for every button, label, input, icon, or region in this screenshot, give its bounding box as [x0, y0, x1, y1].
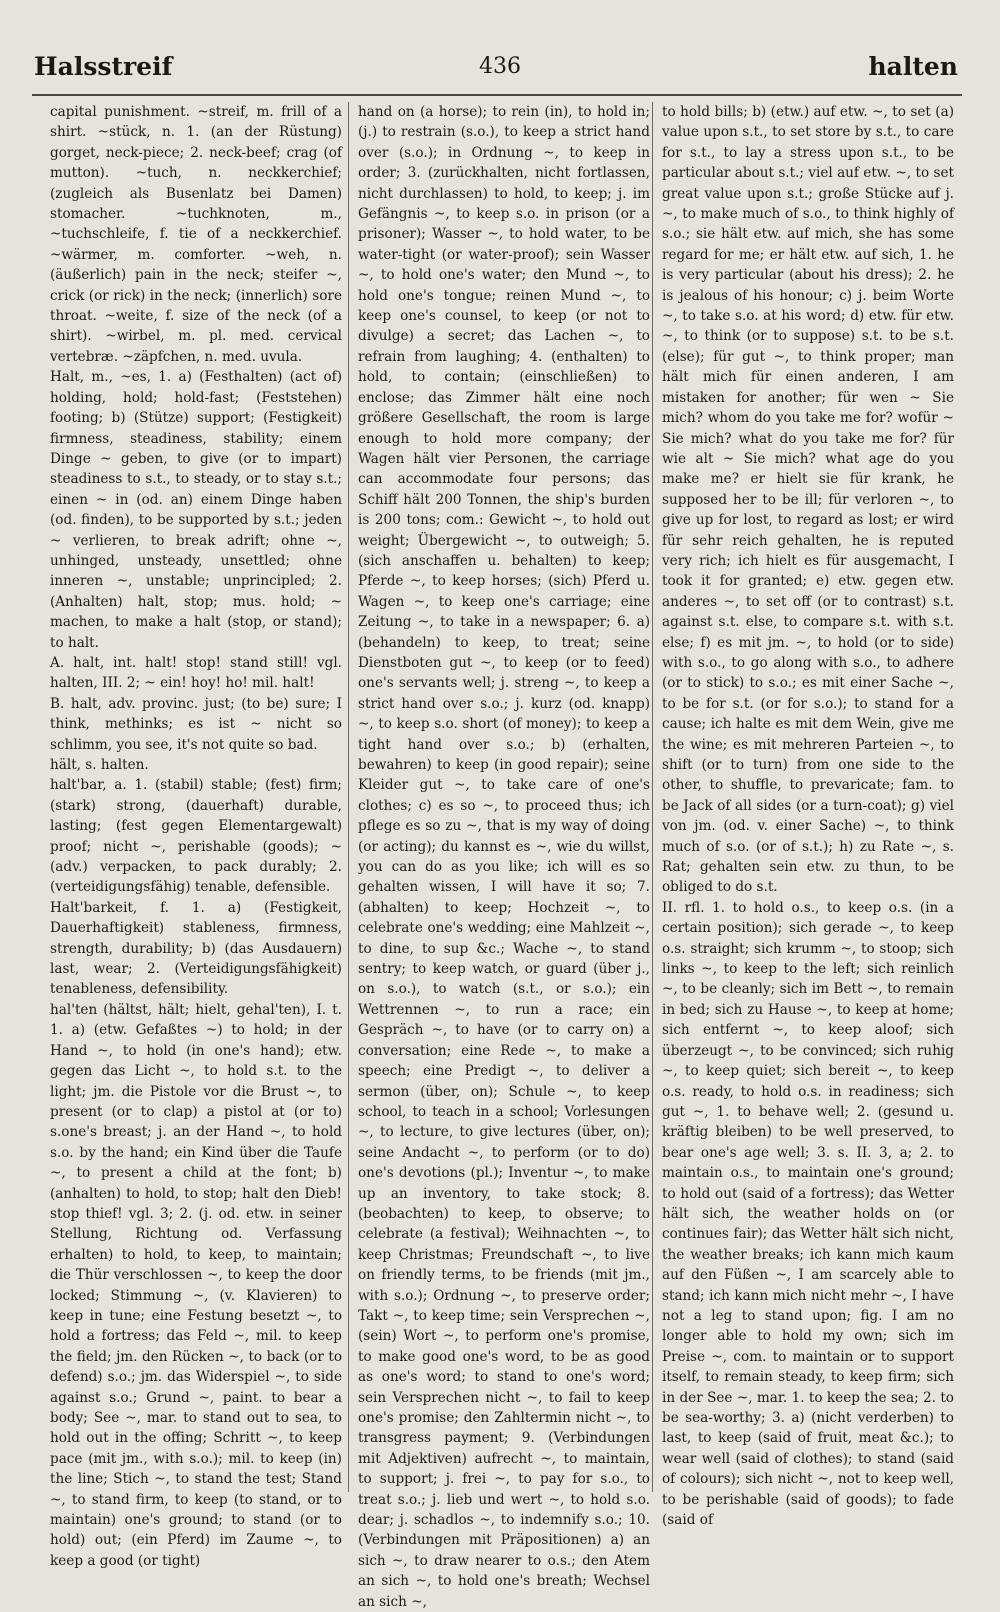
column-2 [358, 102, 650, 1610]
entry-paragraph: hand on (a horse); to rein (in), to hold in; (j.) to restrain (s.o.), to keep a strict hand over (s.o.); in Ordnung ~, to keep in order; 3. (zurückhalten, nicht fortlassen, nicht durchlassen) to hold, to keep; j. im Gefängnis ~, to keep s.o. in prison (or a prisoner); Wasser ~, to hold water, to be water-tight (or water-proof); sein Wasser ~, to hold one's water; den Mund ~, to hold one's tongue; reinen Mund ~, to keep one's counsel, to keep (or not to divulge) a secret; das Lachen ~, to refrain from laughing; 4. (enthalten) to hold, to contain; (einschließen) to enclose; das Zimmer hält eine noch größere Gesellschaft, the room is large enough to hold more company; der Wagen hält vier Personen, the carriage can accommodate four persons; das Schiff hält 200 Tonnen, the ship's burden is 200 tons; com.: Gewicht ~, to hold out weight; Übergewicht ~, to outweigh; 5. (sich anschaffen u. behalten) to keep; Pferde ~, to keep horses; (sich) Pferd u. Wagen ~, to keep one's carriage; eine Zeitung ~, to take in a newspaper; 6. a) (behandeln) to keep, to treat; seine Dienstboten gut ~, to keep (or to feed) one's servants well; j. streng ~, to keep a strict hand over s.o.; j. kurz (od. knapp) ~, to keep s.o. short (of money); to keep a tight hand over s.o.; b) (erhalten, bewahren) to keep (in good repair); seine Kleider gut ~, to take care of one's clothes; c) es so ~, to proceed thus; ich pflege es so zu ~, that is my way of doing (or acting); du kannst es ~, wie du willst, you can do as you like; ich will es so gehalten wissen, I will have it so; 7. (abhalten) to keep; Hochzeit ~, to celebrate one's wedding; eine Mahlzeit ~, to dine, to sup &c.; Wache ~, to stand sentry; to keep watch, or guard (über j., on s.o.), to watch (s.t., or s.o.); ein Wettrennen ~, to run a race; ein Gespräch ~, to have (or to carry on) a conversation; eine Rede ~, to make a speech; eine Predigt ~, to deliver a sermon (über, on); Schule ~, to keep school, to teach in a school; Vorlesungen ~, to lecture, to give lectures (über, on); seine Andacht ~, to perform (or to do) one's devotions (pl.); Inventur ~, to make up an inventory, to take stock; 8. (beobachten) to keep, to observe; to celebrate (a festival); Weihnachten ~, to keep Christmas; Freundschaft ~, to live on friendly terms, to be friends (mit jm., with s.o.); Ordnung ~, to preserve order; Takt ~, to keep time; sein Versprechen ~, (sein) Wort ~, to perform one's promise, to make good one's word, to be as good as one's word; to stand to one's word; sein Versprechen nicht ~, to fail to keep one's promise; den Zahltermin nicht ~, to transgress payment; 9. (Verbindungen mit Adjektiven) aufrecht ~, to maintain, to support; j. frei ~, to pay for s.o., to treat s.o.; j. lieb und wert ~, to hold s.o. dear; j. schadlos ~, to indemnify s.o.; 10. (Verbindungen mit Präpositionen) a) an sich ~, to draw nearer to o.s.; den Atem an sich ~, to hold one's breath; Wechsel an sich ~, [358, 104, 650, 1610]
entry-paragraph: Halt'barkeit, f. 1. a) (Festigkeit, Dauerhaftigkeit) stableness, firmness, strength, durability; b) (das Ausdauern) last, wear; 2. (Verteidigungsfähigkeit) tenableness, defensibility. [50, 899, 342, 998]
entry-paragraph: to hold bills; b) (etw.) auf etw. ~, to set (a) value upon s.t., to set store by s.t., to care for s.t., to lay a stress upon s.t., to be particular about s.t.; viel auf etw. ~, to set great value upon s.t.; große Stücke auf j. ~, to make much of s.o., to think highly of s.o.; sie hält etw. auf mich, she has some regard for me; er hält etw. auf sich, 1. he is very particular (about his dress); 2. he is jealous of his honour; c) j. beim Worte ~, to take s.o. at his word; d) etw. für etw. ~, to think (or to suppose) s.t. to be s.t. (else); für gut ~, to think proper; man hält mich für einen anderen, I am mistaken for another; für wen ~ Sie mich? whom do you take me for? wofür ~ Sie mich? what do you take me for? für wie alt ~ Sie mich? what age do you make me? er hielt sie für krank, he supposed her to be ill; für verloren ~, to give up for lost, to regard as lost; er wird für sehr reich gehalten, he is reputed very rich; ich hielt es für ausgemacht, I took it for granted; e) etw. gegen etw. anderes ~, to set off (or to contrast) s.t. against s.t. else, to compare s.t. with s.t. else; f) es mit jm. ~, to hold (or to side) with s.o., to go along with s.o., to adhere (or to stick) to s.o.; es mit einer Sache ~, to be for s.t. (or for s.o.); to stand for a cause; ich halte es mit dem Wein, give me the wine; es mit mehreren Parteien ~, to shift (or to turn) from one side to the other, to shuffle, to prevaricate; fam. to be Jack of all sides (or a turn-coat); g) viel von jm. (od. v. einer Sache) ~, to think much of s.o. (or of s.t.); h) zu Rate ~, s. Rat; gehalten sein etw. zu thun, to be obliged to do s.t. [662, 104, 954, 896]
page-number: 436 [479, 54, 521, 79]
column-divider [652, 102, 653, 1492]
column-divider [348, 102, 349, 1492]
entry-paragraph: hal'ten (hältst, hält; hielt, gehal'ten), I. t. 1. a) (etw. Gefaßtes ~) to hold; in der Hand ~, to hold (in one's hand); etw. gegen das Licht ~, to hold s.t. to the light; jm. die Pistole vor die Brust ~, to present (or to clap) a pistol at (or to) s.one's breast; j. an der Hand ~, to hold s.o. by the hand; ein Kind über die Taufe ~, to present a child at the font; b) (anhalten) to hold, to stop; halt den Dieb! stop thief! vgl. 3; 2. (j. od. etw. in seiner Stellung, Richtung od. Verfassung erhalten) to hold, to keep, to maintain; die Thür verschlossen ~, to keep the door locked; Stimmung ~, (v. Klavieren) to keep in tune; eine Festung besetzt ~, to hold a fortress; das Feld ~, mil. to keep the field; jm. den Rücken ~, to back (or to defend) s.o.; jm. das Widerspiel ~, to side against s.o.; Grund ~, paint. to bear a body; See ~, mar. to stand out to sea, to hold out in the offing; Schritt ~, to keep pace (mit jm., with s.o.); mil. to keep (in) the line; Stich ~, to stand the test; Stand ~, to stand firm, to keep (to stand, or to maintain) one's ground; to stand (or to hold) out; (ein Pferd) im Zaume ~, to keep a good (or tight) [50, 1001, 342, 1569]
header-right-word: halten [868, 52, 958, 81]
entry-paragraph: Halt, m., ~es, 1. a) (Festhalten) (act of) holding, hold; hold-fast; (Feststehen) footing; b) (Stütze) support; (Festigkeit) firmness, steadiness, stability; einem Dinge ~ geben, to give (or to impart) steadiness to s.t., to steady, or to stay s.t.; einen ~ in (od. an) einem Dinge haben (od. finden), to be supported by s.t.; jeden ~ verlieren, to break adrift; ohne ~, unhinged, unsteady, unsettled; ohne inneren ~, unstable; unprincipled; 2. (Anhalten) halt, stop; mus. hold; ~ machen, to make a halt (stop, or stand); to halt. [50, 369, 342, 651]
entry-paragraph: capital punishment. ~streif, m. frill of a shirt. ~stück, n. 1. (an der Rüstung) gorget, neck-piece; 2. neck-beef; crag (of mutton). ~tuch, n. neckkerchief; (zugleich als Busenlatz bei Damen) stomacher. ~tuchknoten, m., ~tuchschleife, f. tie of a neckkerchief. ~wärmer, m. comforter. ~weh, n. (äußerlich) pain in the neck; steifer ~, crick (or rick) in the neck; (innerlich) sore throat. ~weite, f. size of the neck (of a shirt). ~wirbel, m. pl. med. cervical vertebræ. ~zäpfchen, n. med. uvula. [50, 104, 342, 365]
entry-paragraph: A. halt, int. halt! stop! stand still! vgl. halten, III. 2; ~ ein! hoy! ho! mil. halt! [50, 654, 342, 692]
column-3 [662, 102, 954, 1529]
entry-paragraph: hält, s. halten. [50, 757, 149, 773]
entry-paragraph: II. rfl. 1. to hold o.s., to keep o.s. (in a certain position); sich gerade ~, to keep o.s. straight; sich krumm ~, to stoop; sich links ~, to keep to the left; sich reinlich ~, to be cleanly; sich im Bett ~, to remain in bed; sich zu Hause ~, to keep at home; sich entfernt ~, to keep aloof; sich überzeugt ~, to be convinced; sich ruhig ~, to keep quiet; sich bereit ~, to keep o.s. ready, to hold o.s. in readiness; sich gut ~, 1. to behave well; 2. (gesund u. kräftig bleiben) to be well preserved, to bear one's age well; 3. s. II. 3, a; 2. to maintain o.s., to maintain one's ground; to hold out (said of a fortress); das Wetter hält sich, the weather holds on (or continues fair); das Wetter hält sich nicht, the weather breaks; ich kann mich kaum auf den Füßen ~, I am scarcely able to stand; ich kann mich nicht mehr ~, I have not a leg to stand upon; fig. I am no longer able to hold my own; sich im Preise ~, com. to maintain or to support itself, to remain steady, to keep firm; sich in der See ~, mar. 1. to keep the sea; 2. to be sea-worthy; 3. a) (nicht verderben) to last, to keep (said of fruit, meat &c.); to wear well (said of clothes); to stand (said of colours); sich nicht ~, not to keep well, to be perishable (said of goods); to fade (said of [662, 899, 954, 1529]
entry-paragraph: B. halt, adv. provinc. just; (to be) sure; I think, methinks; es ist ~ nicht so schlimm, you see, it's not quite so bad. [50, 695, 342, 753]
column-1 [50, 102, 342, 1569]
entry-paragraph: halt'bar, a. 1. (stabil) stable; (fest) firm; (stark) strong, (dauerhaft) durable, lasting; (fest gegen Elementargewalt) proof; nicht ~, perishable (goods); ~ (adv.) verpacken, to pack durably; 2. (verteidigungsfähig) tenable, defensible. [50, 777, 342, 896]
header-left-word: Halsstreif [34, 52, 173, 81]
header-rule [32, 94, 962, 96]
